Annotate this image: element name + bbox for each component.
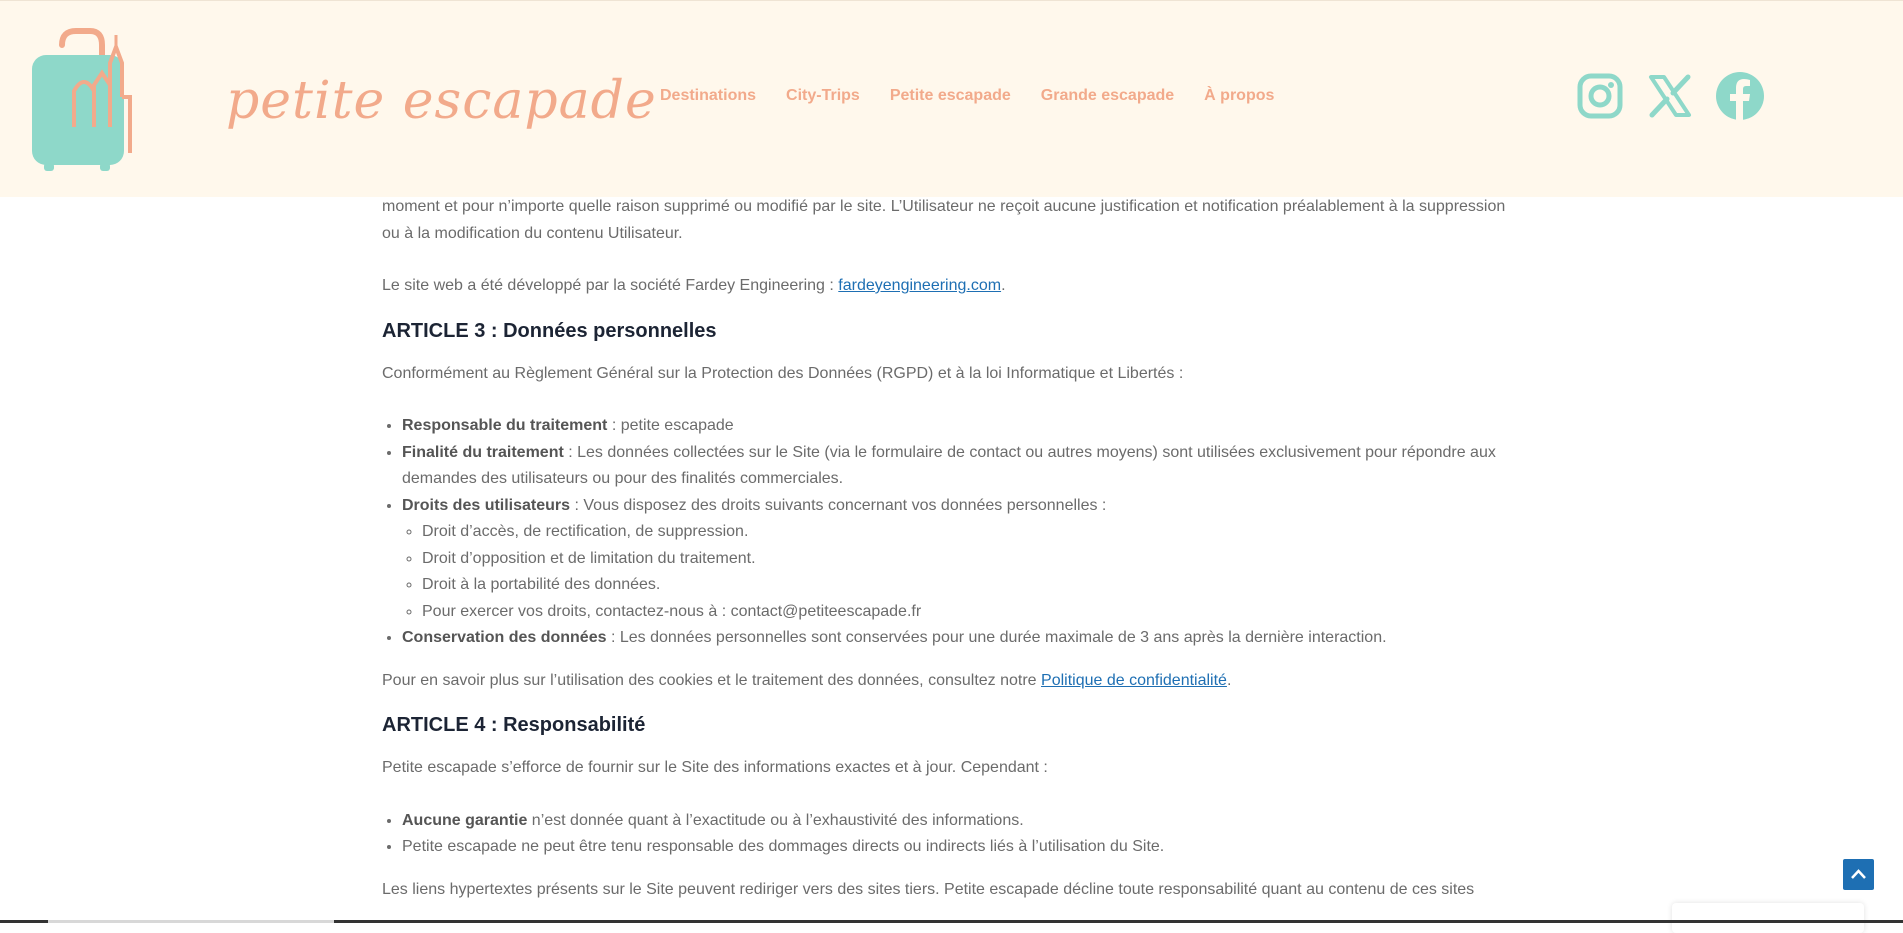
brand-name: petite escapade bbox=[226, 71, 657, 131]
facebook-icon[interactable] bbox=[1715, 71, 1765, 121]
list-item: • Finalité du traitement : Les données collectées sur le Site (via le formulaire de contact ou autres moyens) sont utilisées exclusivement pour répondre aux demandes des utilisateurs ou pour des finalités commerciales. bbox=[402, 440, 1522, 493]
list-item: • Conservation des données : Les données personnelles sont conservées pour une durée maximale de 3 ans après la dernière interaction. bbox=[402, 625, 1522, 652]
rights-list bbox=[402, 519, 1522, 625]
list-item: ◦ Droit d’opposition et de limitation du traitement. bbox=[422, 546, 1522, 573]
nav-city-trips[interactable]: City-Trips bbox=[786, 87, 860, 104]
nav-grande-escapade[interactable]: Grande escapade bbox=[1040, 87, 1175, 104]
nav-destinations[interactable]: Destinations bbox=[660, 87, 757, 104]
instagram-icon[interactable] bbox=[1575, 71, 1625, 121]
site-header bbox=[0, 0, 1903, 197]
site-logo[interactable] bbox=[30, 27, 657, 173]
list-item: ◦ Droit à la portabilité des données. bbox=[422, 572, 1522, 599]
suitcase-logo-icon bbox=[30, 27, 230, 173]
article-3-heading: ARTICLE 3 : Données personnelles bbox=[382, 319, 717, 342]
list-item: • Petite escapade ne peut être tenu responsable des dommages directs ou indirects liés à l’utilisation du Site. bbox=[402, 834, 1522, 861]
article-4-list bbox=[382, 808, 1522, 861]
article-4-heading: ARTICLE 4 : Responsabilité bbox=[382, 714, 646, 736]
nav-petite-escapade[interactable]: Petite escapade bbox=[889, 87, 1011, 104]
nav-a-propos[interactable]: À propos bbox=[1204, 87, 1275, 104]
main-nav bbox=[660, 87, 1304, 105]
list-item: • Responsable du traitement : petite escapade bbox=[402, 413, 1522, 440]
article-3-intro: Conformément au Règlement Général sur la Protection des Données (RGPD) et à la loi Informatique et Libertés : bbox=[382, 364, 1184, 382]
list-item: ◦ Droit d’accès, de rectification, de suppression. bbox=[422, 519, 1522, 546]
paragraph-developer: Le site web a été développé par la société Fardey Engineering : fardeyengineering.com. bbox=[382, 277, 1006, 294]
list-item: • Droits des utilisateurs : Vous disposez des droits suivants concernant vos données personnelles : ◦ Droit d’accès, de rectification, de suppression. ◦ Droit d’opposition et de limitation du traitement. ◦ Droit à la portabilité des données. ◦ Pour exercer vos droits, contactez-nous à : contact@petiteescapade.fr bbox=[402, 493, 1522, 626]
article-3-list bbox=[382, 413, 1522, 652]
paragraph-content-removal: moment et pour n’importe quelle raison supprimé ou modifié par le site. L’Utilisateur ne reçoit aucune justification et notification préalablement à la suppression ou à la modification du contenu Utilisateur. bbox=[382, 198, 1506, 242]
list-item: ◦ Pour exercer vos droits, contactez-nous à : contact@petiteescapade.fr bbox=[422, 599, 1522, 626]
paragraph-cookies: Pour en savoir plus sur l’utilisation des cookies et le traitement des données, consultez notre Politique de confidentialité. bbox=[382, 671, 1232, 689]
developer-link[interactable]: fardeyengineering.com bbox=[838, 277, 1002, 294]
legal-content bbox=[382, 168, 1522, 903]
list-item: • Aucune garantie n’est donnée quant à l’exactitude ou à l’exhaustivité des informations. bbox=[402, 808, 1522, 835]
privacy-policy-link[interactable]: Politique de confidentialité bbox=[1041, 671, 1227, 689]
paragraph-external-links: Les liens hypertextes présents sur le Site peuvent rediriger vers des sites tiers. Petite escapade décline toute responsabilité quant au contenu de ces sites bbox=[382, 880, 1475, 898]
article-4-intro: Petite escapade s’efforce de fournir sur le Site des informations exactes et à jour. Cependant : bbox=[382, 759, 1048, 776]
social-links bbox=[1575, 71, 1765, 121]
chevron-up-icon bbox=[1850, 866, 1867, 883]
x-icon[interactable] bbox=[1645, 71, 1695, 121]
scroll-to-top-button[interactable] bbox=[1843, 859, 1874, 890]
floating-widget[interactable] bbox=[1672, 903, 1864, 933]
